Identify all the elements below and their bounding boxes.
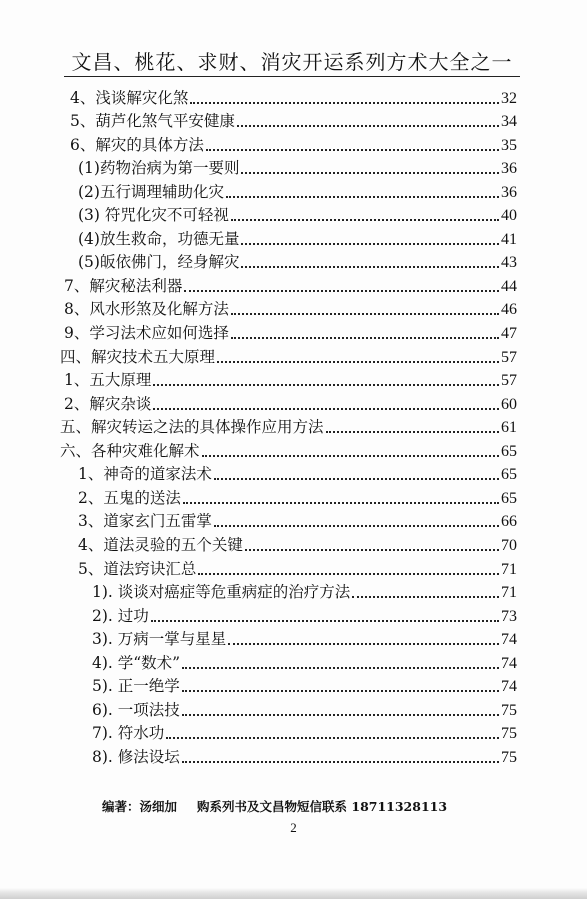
toc-entry-page: 41 bbox=[501, 230, 517, 248]
toc-entry bbox=[64, 298, 517, 322]
toc-dot-leader bbox=[237, 125, 499, 127]
toc-entry-title: 3、道家玄门五雷掌 bbox=[78, 512, 212, 531]
toc-entry-title: 8). 修法设坛 bbox=[92, 747, 180, 766]
toc-dot-leader bbox=[214, 478, 499, 480]
toc-entry-title: 7). 符水功 bbox=[92, 724, 165, 743]
toc-dot-leader bbox=[151, 620, 499, 622]
toc-entry bbox=[78, 557, 517, 581]
toc-entry-page: 46 bbox=[501, 301, 517, 319]
toc-entry-title: (2)五行调理辅助化灾 bbox=[78, 182, 224, 201]
toc-dot-leader bbox=[190, 102, 499, 104]
toc-entry-page: 74 bbox=[501, 678, 517, 696]
toc-dot-leader bbox=[183, 502, 499, 504]
toc-entry-page: 65 bbox=[501, 442, 517, 460]
toc-dot-leader bbox=[231, 313, 499, 315]
toc-entry-page: 65 bbox=[501, 489, 517, 507]
toc-entry bbox=[60, 345, 517, 369]
toc-dot-leader bbox=[241, 243, 499, 245]
toc-entry-title: 六、各种灾难化解术 bbox=[60, 441, 200, 460]
toc-entry bbox=[78, 227, 517, 251]
toc-entry-title: 4). 学“数术” bbox=[92, 653, 181, 672]
toc-entry bbox=[60, 439, 517, 463]
toc-entry bbox=[92, 581, 517, 605]
toc-dot-leader bbox=[198, 573, 499, 575]
toc-entry bbox=[92, 651, 517, 675]
toc-entry-page: 35 bbox=[501, 136, 517, 154]
toc-entry-page: 71 bbox=[501, 584, 517, 602]
toc-entry bbox=[78, 157, 517, 181]
toc-dot-leader bbox=[326, 431, 499, 433]
toc-entry-title: 1、神奇的道家法术 bbox=[78, 465, 212, 484]
toc-entry bbox=[64, 369, 517, 393]
toc-entry-title: 2、解灾杂谈 bbox=[64, 394, 152, 413]
toc-entry bbox=[92, 675, 517, 699]
toc-entry bbox=[92, 698, 517, 722]
toc-dot-leader bbox=[214, 525, 499, 527]
toc-dot-leader bbox=[241, 172, 499, 174]
toc-dot-leader bbox=[231, 219, 499, 221]
scan-edge bbox=[0, 888, 587, 899]
toc-entry bbox=[92, 722, 517, 746]
toc-entry bbox=[92, 604, 517, 628]
toc-entry-page: 74 bbox=[501, 631, 517, 649]
toc-dot-leader bbox=[182, 761, 499, 763]
header-rule bbox=[64, 76, 520, 77]
page-number: 2 bbox=[290, 820, 297, 835]
toc-entry bbox=[70, 86, 517, 110]
toc-entry bbox=[78, 251, 517, 275]
toc-entry bbox=[92, 628, 517, 652]
toc-entry-title: 7、解灾秘法利器 bbox=[64, 276, 183, 295]
toc-entry-page: 44 bbox=[501, 277, 517, 295]
toc-entry bbox=[70, 133, 517, 157]
toc-entry-title: 4、浅谈解灾化煞 bbox=[70, 88, 189, 107]
toc-entry bbox=[64, 392, 517, 416]
toc-entry bbox=[78, 486, 517, 510]
toc-dot-leader bbox=[352, 596, 499, 598]
toc-entry-title: 6、解灾的具体方法 bbox=[70, 135, 204, 154]
toc-entry-title: 5、葫芦化煞气平安健康 bbox=[70, 112, 235, 131]
toc-dot-leader bbox=[182, 714, 499, 716]
toc-entry-title: (1)药物治病为第一要则 bbox=[78, 159, 240, 178]
toc-entry-title: 9、学习法术应如何选择 bbox=[64, 324, 229, 342]
toc-dot-leader bbox=[245, 549, 499, 551]
toc-entry-page: 36 bbox=[501, 183, 517, 201]
toc-entry-page: 75 bbox=[501, 725, 517, 743]
toc-entry-title: 四、解灾技术五大原理 bbox=[60, 347, 216, 366]
toc-entry-page: 75 bbox=[501, 748, 517, 766]
toc-entry-page: 47 bbox=[501, 325, 517, 342]
toc-entry-title: 1). 谈谈对癌症等危重病症的治疗方法 bbox=[92, 583, 351, 602]
toc-dot-leader bbox=[231, 337, 499, 339]
toc-entry bbox=[78, 180, 517, 204]
toc-entry-title: 8、风水形煞及化解方法 bbox=[64, 300, 229, 319]
toc-entry bbox=[78, 463, 517, 487]
toc-entry bbox=[78, 533, 517, 557]
toc-entry-page: 32 bbox=[501, 89, 517, 107]
toc-dot-leader bbox=[202, 455, 499, 457]
toc-dot-leader bbox=[182, 690, 499, 692]
toc-entry-title: 2、五鬼的送法 bbox=[78, 488, 181, 507]
toc-dot-leader bbox=[153, 408, 499, 410]
toc-entry-title: 5、道法窍诀汇总 bbox=[78, 559, 197, 578]
toc-entry-title: (4)放生救命，功德无量 bbox=[78, 229, 240, 248]
footer-credit bbox=[102, 797, 447, 815]
toc-entry-page: 75 bbox=[501, 701, 517, 719]
toc-entry bbox=[64, 322, 517, 346]
toc-dot-leader bbox=[166, 737, 499, 739]
toc-entry-title: 五、解灾转运之法的具体操作应用方法 bbox=[60, 418, 324, 437]
toc-entry-title: (3) 符咒化灾不可轻视 bbox=[78, 206, 229, 225]
toc-dot-leader bbox=[228, 643, 499, 645]
toc-entry bbox=[60, 416, 517, 440]
toc-entry-page: 40 bbox=[501, 207, 517, 225]
toc-entry-title: 5). 正一绝学 bbox=[92, 677, 180, 696]
toc-entry-page: 57 bbox=[501, 372, 517, 390]
toc-entry bbox=[64, 274, 517, 298]
toc-entry-page: 34 bbox=[501, 113, 517, 131]
toc-dot-leader bbox=[153, 384, 499, 386]
toc-entry-title: 1、五大原理 bbox=[64, 371, 152, 390]
toc-dot-leader bbox=[241, 266, 499, 268]
toc-entry bbox=[78, 204, 517, 228]
toc-entry-title: 6). 一项法技 bbox=[92, 700, 180, 719]
toc-entry-page: 70 bbox=[501, 536, 517, 554]
contact-info: 购系列书及文昌物短信联系 18711328113 bbox=[197, 799, 448, 814]
toc-entry-page: 65 bbox=[501, 466, 517, 484]
toc-entry-page: 73 bbox=[501, 607, 517, 625]
toc-entry bbox=[70, 110, 517, 134]
toc-dot-leader bbox=[184, 290, 499, 292]
toc-entry-page: 71 bbox=[501, 560, 517, 578]
toc-entry-page: 61 bbox=[501, 419, 517, 437]
toc-dot-leader bbox=[226, 196, 499, 198]
toc-entry bbox=[78, 510, 517, 534]
toc-dot-leader bbox=[217, 361, 499, 363]
toc-dot-leader bbox=[182, 667, 499, 669]
toc-entry-page: 74 bbox=[501, 654, 517, 672]
toc-entry-title: 3). 万病一掌与星星 bbox=[92, 630, 227, 649]
toc-entry-title: 4、道法灵验的五个关键 bbox=[78, 535, 243, 554]
toc-entry-page: 43 bbox=[501, 254, 517, 272]
toc-entry-page: 36 bbox=[501, 160, 517, 178]
running-header: 文昌、桃花、求财、消灾开运系列方术大全之一 bbox=[71, 50, 513, 74]
toc-entry-title: 2). 过功 bbox=[92, 606, 149, 625]
toc-dot-leader bbox=[206, 149, 499, 151]
toc-entry bbox=[92, 745, 517, 769]
toc-entry-page: 60 bbox=[501, 395, 517, 413]
toc-entry-page: 66 bbox=[501, 513, 517, 531]
toc-entry-page: 57 bbox=[501, 348, 517, 366]
toc-entry-title: (5)皈依佛门，经身解灾 bbox=[78, 253, 240, 272]
editor-credit: 编著：汤细加 bbox=[102, 799, 178, 814]
